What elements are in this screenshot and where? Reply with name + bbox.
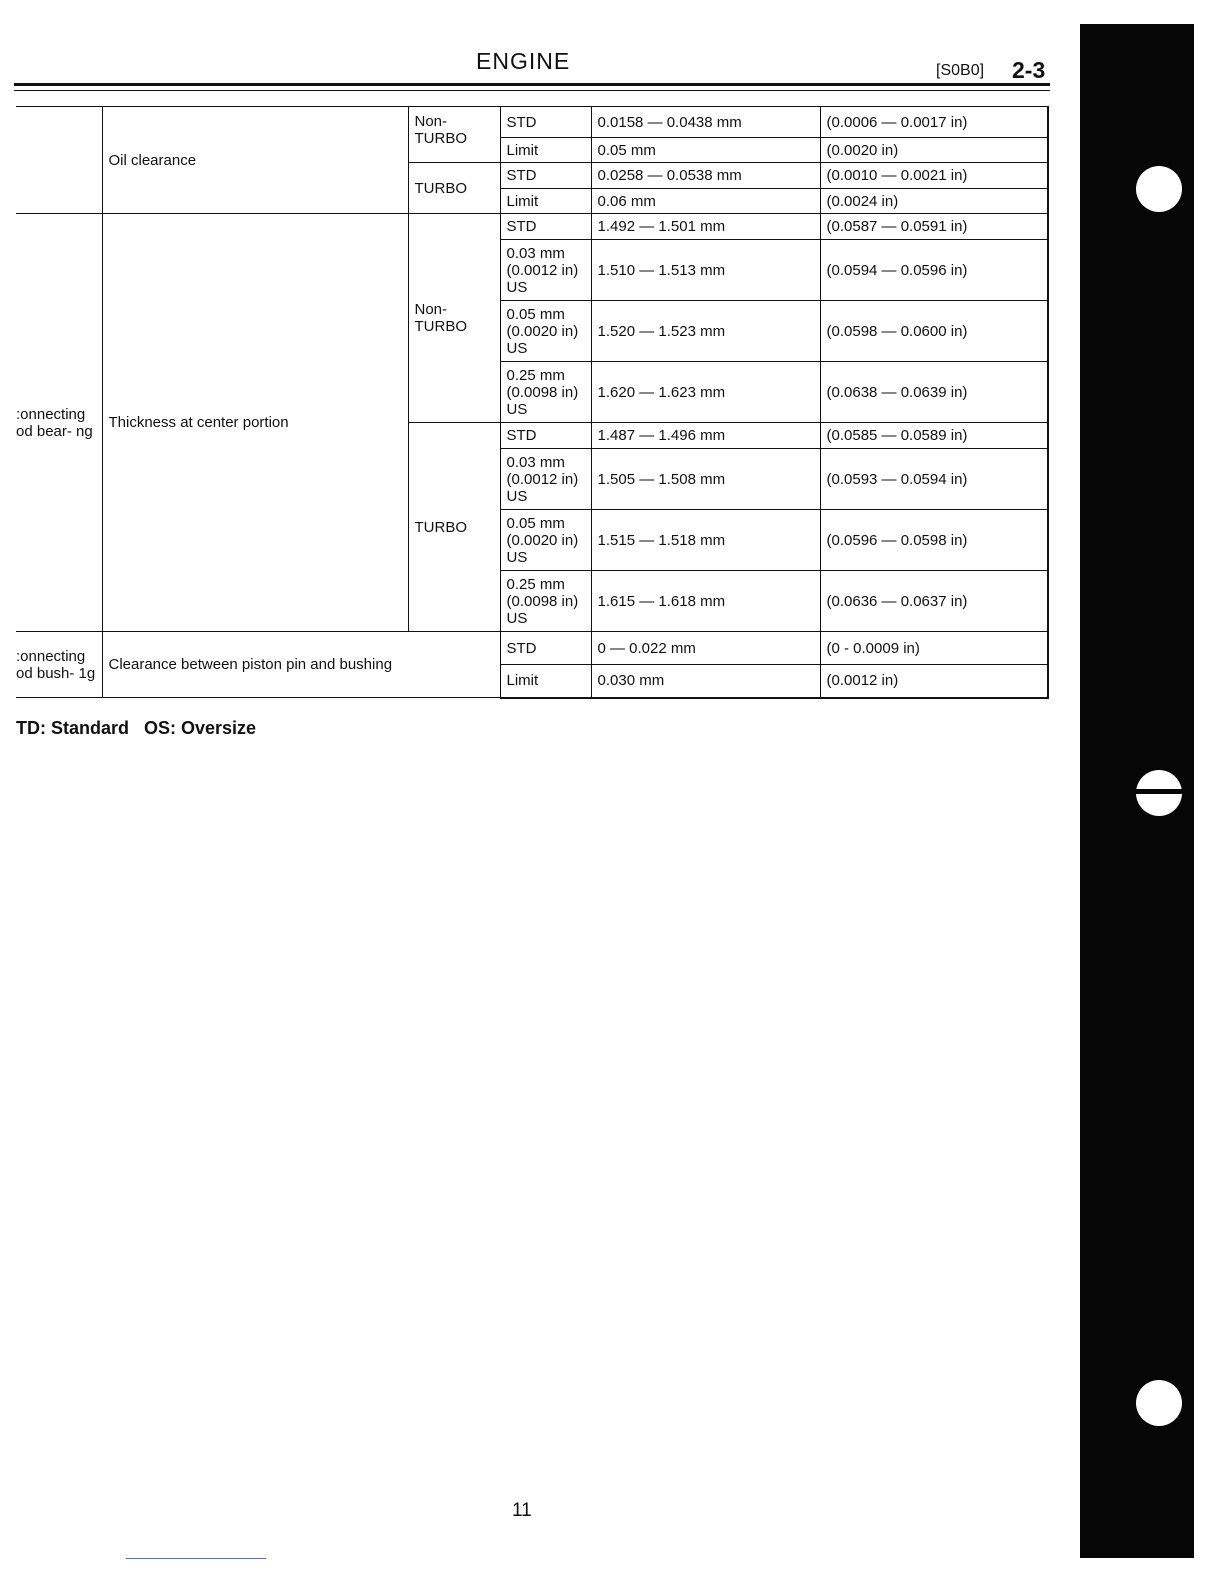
value-inch: (0.0587 — 0.0591 in) bbox=[820, 214, 1048, 240]
section-code: [S0B0] bbox=[936, 62, 985, 79]
value-mm: 1.505 — 1.508 mm bbox=[591, 449, 820, 510]
value-mm: 1.510 — 1.513 mm bbox=[591, 240, 820, 301]
table-row bbox=[16, 632, 1048, 665]
specification-table bbox=[16, 106, 1049, 699]
variant-turbo: TURBO bbox=[408, 163, 500, 214]
value-inch: (0.0593 — 0.0594 in) bbox=[820, 449, 1048, 510]
table-row bbox=[16, 107, 1048, 138]
value-inch: (0.0638 — 0.0639 in) bbox=[820, 362, 1048, 423]
value-mm: 1.515 — 1.518 mm bbox=[591, 510, 820, 571]
condition-cell: Limit bbox=[500, 189, 591, 214]
section-connecting-rod-bearing: :onnecting od bear- ng bbox=[16, 214, 102, 632]
condition-cell: STD bbox=[500, 632, 591, 665]
value-mm: 1.620 — 1.623 mm bbox=[591, 362, 820, 423]
value-inch: (0.0006 — 0.0017 in) bbox=[820, 107, 1048, 138]
value-mm: 0 — 0.022 mm bbox=[591, 632, 820, 665]
value-mm: 1.615 — 1.618 mm bbox=[591, 571, 820, 632]
variant-non-turbo: Non-TURBO bbox=[408, 107, 500, 163]
value-inch: (0.0585 — 0.0589 in) bbox=[820, 423, 1048, 449]
value-inch: (0.0012 in) bbox=[820, 665, 1048, 698]
value-mm: 0.030 mm bbox=[591, 665, 820, 698]
header-rule-thin bbox=[14, 90, 1050, 91]
condition-cell: 0.05 mm (0.0020 in) US bbox=[500, 301, 591, 362]
binder-hole bbox=[1136, 1380, 1182, 1426]
condition-cell: STD bbox=[500, 163, 591, 189]
footer-line bbox=[126, 1558, 266, 1559]
item-pin-bushing-clearance: Clearance between piston pin and bushing bbox=[102, 632, 500, 698]
section-cell-blank bbox=[16, 107, 102, 214]
value-inch: (0.0598 — 0.0600 in) bbox=[820, 301, 1048, 362]
condition-cell: 0.25 mm (0.0098 in) US bbox=[500, 571, 591, 632]
value-mm: 0.05 mm bbox=[591, 138, 820, 163]
header-rule-thick bbox=[14, 83, 1050, 86]
value-mm: 0.0158 — 0.0438 mm bbox=[591, 107, 820, 138]
variant-non-turbo: Non-TURBO bbox=[408, 214, 500, 423]
condition-cell: 0.25 mm (0.0098 in) US bbox=[500, 362, 591, 423]
condition-cell: Limit bbox=[500, 665, 591, 698]
variant-turbo: TURBO bbox=[408, 423, 500, 632]
value-inch: (0.0010 — 0.0021 in) bbox=[820, 163, 1048, 189]
value-mm: 1.492 — 1.501 mm bbox=[591, 214, 820, 240]
value-inch: (0 - 0.0009 in) bbox=[820, 632, 1048, 665]
value-mm: 0.06 mm bbox=[591, 189, 820, 214]
binder-strip bbox=[1080, 24, 1194, 1558]
section-connecting-rod-bushing: :onnecting od bush- 1g bbox=[16, 632, 102, 698]
abbreviation-legend: TD: Standard OS: Oversize bbox=[16, 718, 257, 738]
value-mm: 1.520 — 1.523 mm bbox=[591, 301, 820, 362]
value-inch: (0.0020 in) bbox=[820, 138, 1048, 163]
value-inch: (0.0596 — 0.0598 in) bbox=[820, 510, 1048, 571]
binder-hole bbox=[1136, 166, 1182, 212]
condition-cell: 0.03 mm (0.0012 in) US bbox=[500, 449, 591, 510]
condition-cell: 0.05 mm (0.0020 in) US bbox=[500, 510, 591, 571]
item-thickness-center: Thickness at center portion bbox=[102, 214, 408, 632]
page-title: ENGINE bbox=[476, 48, 571, 74]
value-mm: 0.0258 — 0.0538 mm bbox=[591, 163, 820, 189]
page-id: 2-3 bbox=[1012, 57, 1046, 83]
value-mm: 1.487 — 1.496 mm bbox=[591, 423, 820, 449]
value-inch: (0.0636 — 0.0637 in) bbox=[820, 571, 1048, 632]
binder-hole-bar bbox=[1134, 789, 1186, 794]
condition-cell: STD bbox=[500, 423, 591, 449]
table-row bbox=[16, 214, 1048, 240]
condition-cell: STD bbox=[500, 214, 591, 240]
page-number: 11 bbox=[512, 1500, 532, 1521]
value-inch: (0.0024 in) bbox=[820, 189, 1048, 214]
condition-cell: Limit bbox=[500, 138, 591, 163]
condition-cell: 0.03 mm (0.0012 in) US bbox=[500, 240, 591, 301]
condition-cell: STD bbox=[500, 107, 591, 138]
value-inch: (0.0594 — 0.0596 in) bbox=[820, 240, 1048, 301]
item-oil-clearance: Oil clearance bbox=[102, 107, 408, 214]
